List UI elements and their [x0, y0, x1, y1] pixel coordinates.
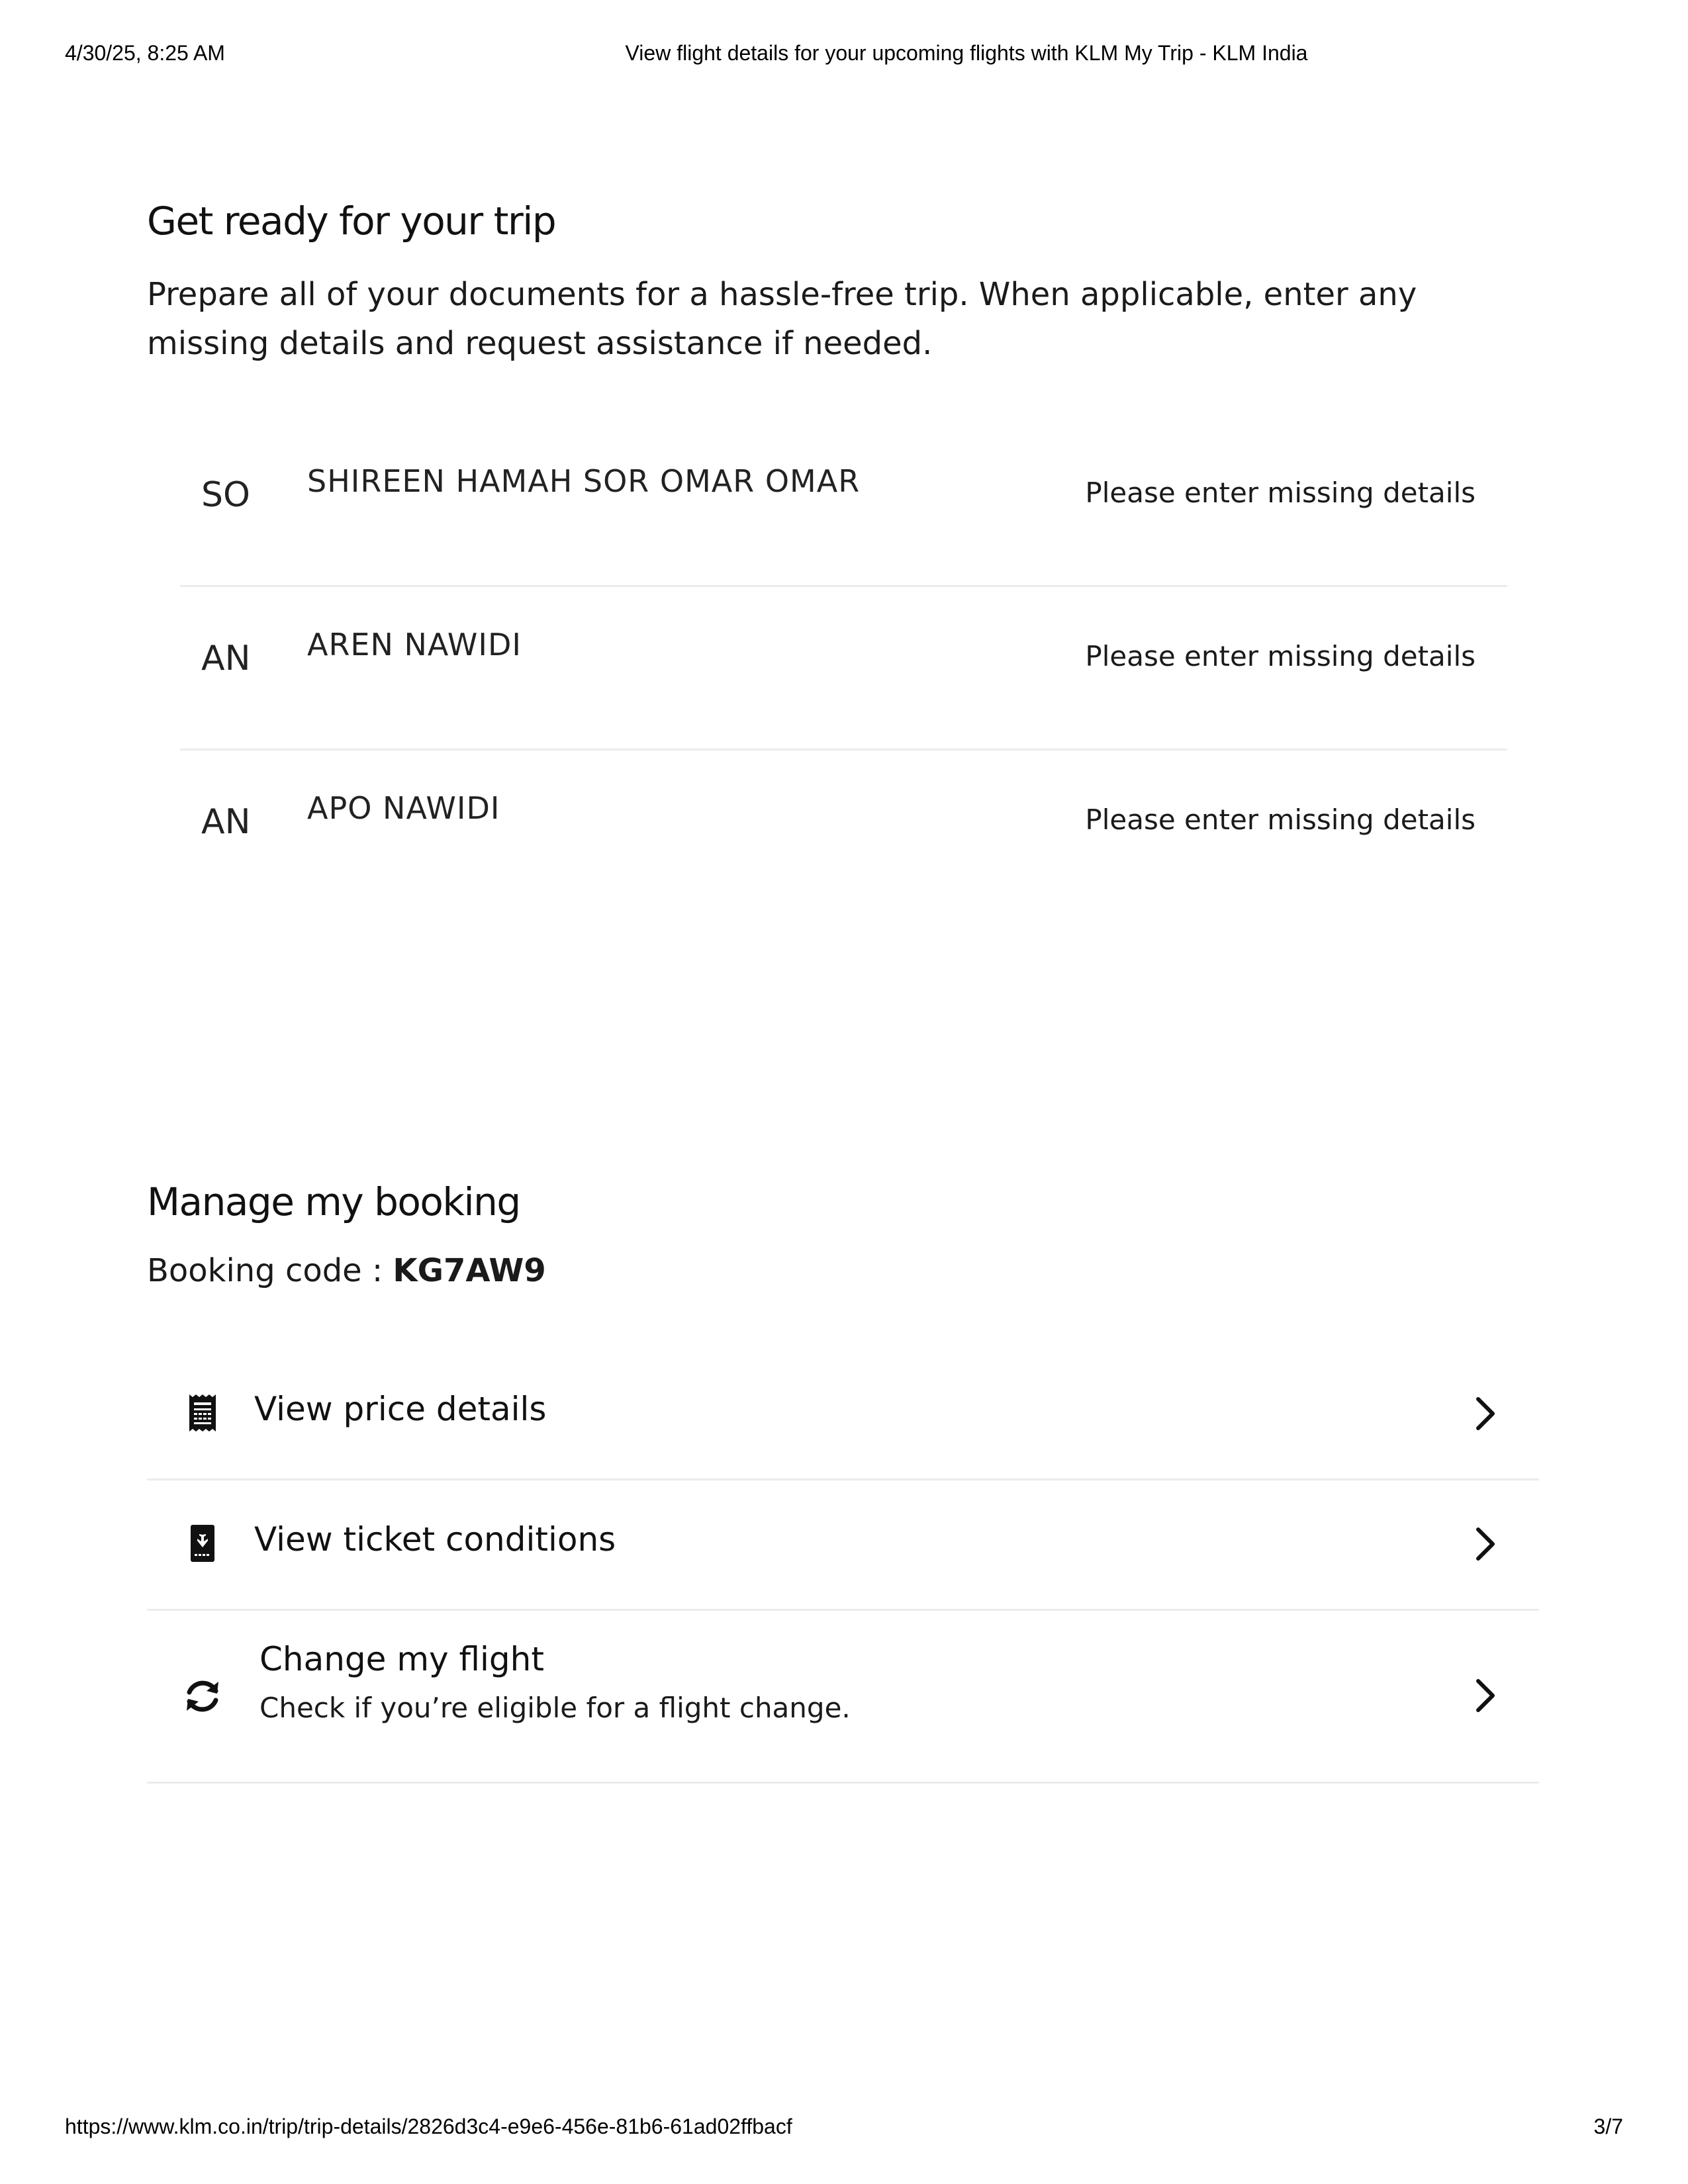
print-date: 4/30/25, 8:25 AM: [65, 41, 225, 65]
refresh-icon: [181, 1675, 224, 1717]
booking-code: [147, 1252, 546, 1289]
passenger-initials: AN: [201, 639, 251, 678]
print-page-title: View flight details for your upcoming flights with KLM My Trip - KLM India: [625, 41, 1308, 65]
view-ticket-conditions-button[interactable]: [147, 1480, 1539, 1611]
passenger-row[interactable]: [180, 751, 1507, 912]
manage-action-list: [147, 1350, 1539, 1784]
action-sublabel: Check if you’re eligible for a flight change.: [259, 1692, 851, 1724]
get-ready-description: Prepare all of your documents for a hassle-free trip. When applicable, enter any missing details and request assistance if needed.: [147, 276, 1417, 362]
booking-code-value: KG7AW9: [393, 1252, 546, 1289]
manage-booking-title: Manage my booking: [147, 1179, 520, 1224]
passenger-initials: AN: [201, 802, 251, 842]
change-my-flight-button[interactable]: [147, 1611, 1539, 1784]
chevron-right-icon: [1473, 1677, 1499, 1714]
passenger-status-link[interactable]: Please enter missing details: [1085, 803, 1476, 836]
action-label: View price details: [254, 1390, 547, 1428]
passenger-row[interactable]: [180, 587, 1507, 751]
view-price-details-button[interactable]: [147, 1350, 1539, 1480]
booking-code-label: Booking code :: [147, 1252, 383, 1289]
ticket-icon: [181, 1522, 224, 1565]
passenger-name: AREN NAWIDI: [307, 627, 522, 662]
receipt-icon: [181, 1392, 224, 1434]
passenger-row[interactable]: [180, 424, 1507, 587]
passenger-status-link[interactable]: Please enter missing details: [1085, 477, 1476, 509]
passenger-name: APO NAWIDI: [307, 790, 500, 826]
get-ready-title: Get ready for your trip: [147, 199, 556, 244]
chevron-right-icon: [1473, 1525, 1499, 1563]
action-label: Change my flight: [259, 1640, 544, 1678]
chevron-right-icon: [1473, 1395, 1499, 1432]
action-label: View ticket conditions: [254, 1520, 616, 1559]
passenger-name: SHIREEN HAMAH SOR OMAR OMAR: [307, 463, 861, 499]
print-url: https://www.klm.co.in/trip/trip-details/2826d3c4-e9e6-456e-81b6-61ad02ffbacf: [65, 2115, 792, 2138]
passenger-initials: SO: [201, 475, 250, 515]
passenger-status-link[interactable]: Please enter missing details: [1085, 640, 1476, 672]
passenger-list: [180, 424, 1507, 912]
print-page-number: 3/7: [1593, 2115, 1623, 2138]
